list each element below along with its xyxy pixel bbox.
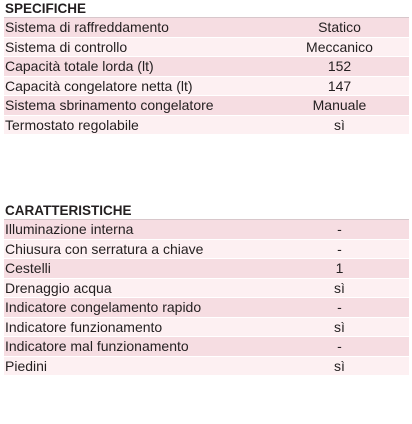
table-row bbox=[4, 96, 409, 116]
row-label: Indicatore mal funzionamento bbox=[5, 338, 189, 354]
table-row bbox=[4, 220, 409, 240]
row-value: Statico bbox=[318, 19, 361, 35]
table-row bbox=[4, 259, 409, 279]
row-label: Sistema sbrinamento congelatore bbox=[5, 97, 214, 113]
table-row bbox=[4, 77, 409, 97]
row-value: Manuale bbox=[312, 97, 367, 113]
caratteristiche-table bbox=[4, 219, 409, 376]
row-value: Meccanico bbox=[306, 38, 373, 55]
table-row bbox=[4, 18, 409, 38]
row-label: Piedini bbox=[5, 357, 48, 374]
caratteristiche-section bbox=[4, 202, 409, 376]
table-row bbox=[4, 318, 409, 338]
specifiche-table bbox=[4, 17, 409, 135]
row-value: - bbox=[337, 240, 342, 257]
row-label: Sistema di raffreddamento bbox=[5, 19, 169, 35]
table-row bbox=[4, 116, 409, 136]
specifiche-title: SPECIFICHE bbox=[5, 1, 87, 16]
table-row bbox=[4, 57, 409, 77]
table-row bbox=[4, 279, 409, 299]
row-value: sì bbox=[334, 116, 345, 133]
row-label: Indicatore congelamento rapido bbox=[5, 299, 202, 315]
row-label: Capacità totale lorda (lt) bbox=[5, 58, 154, 74]
table-row bbox=[4, 38, 409, 58]
row-label: Sistema di controllo bbox=[5, 38, 128, 55]
row-label: Termostato regolabile bbox=[5, 116, 139, 133]
row-value: - bbox=[337, 338, 342, 354]
row-label: Cestelli bbox=[5, 260, 51, 276]
row-label: Capacità congelatore netta (lt) bbox=[5, 77, 193, 94]
row-label: Chiusura con serratura a chiave bbox=[5, 240, 204, 257]
table-row bbox=[4, 298, 409, 318]
row-value: sì bbox=[334, 357, 345, 374]
row-value: 147 bbox=[327, 77, 352, 94]
row-label: Illuminazione interna bbox=[5, 221, 134, 237]
row-label: Drenaggio acqua bbox=[5, 279, 112, 296]
row-value: 152 bbox=[327, 58, 352, 74]
row-value: 1 bbox=[335, 260, 344, 276]
table-row bbox=[4, 357, 409, 377]
caratteristiche-title: CARATTERISTICHE bbox=[5, 203, 132, 218]
row-value: sì bbox=[334, 318, 345, 335]
specifiche-section bbox=[4, 0, 409, 135]
row-label: Indicatore funzionamento bbox=[5, 318, 163, 335]
row-value: - bbox=[337, 299, 342, 315]
row-value: - bbox=[337, 221, 342, 237]
table-row bbox=[4, 337, 409, 357]
table-row bbox=[4, 240, 409, 260]
row-value: sì bbox=[334, 279, 345, 296]
